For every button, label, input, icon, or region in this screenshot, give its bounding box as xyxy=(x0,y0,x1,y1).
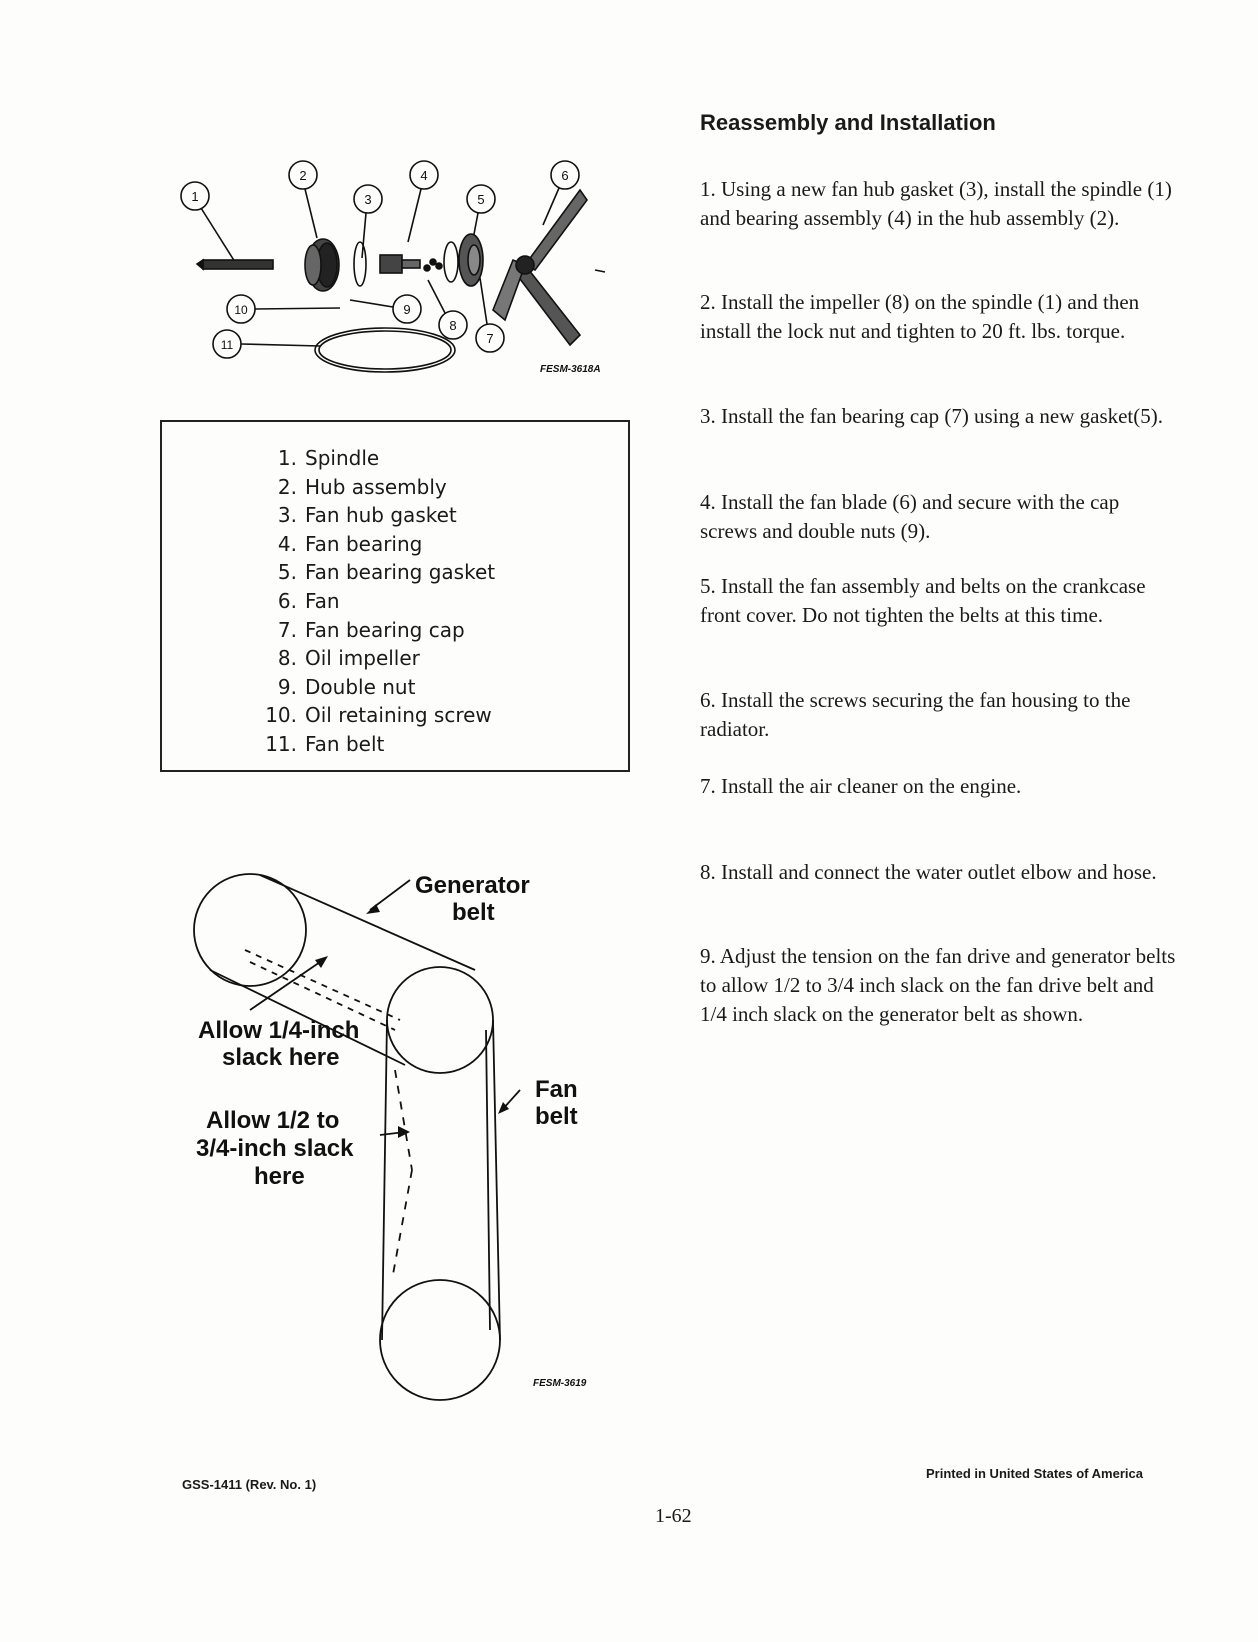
callout-1 xyxy=(181,182,235,262)
svg-text:10: 10 xyxy=(234,303,248,317)
callout-8 xyxy=(428,280,467,339)
step-8: 8. Install and connect the water outlet elbow and hose. xyxy=(700,860,1157,884)
legend-item: 8. Oil impeller xyxy=(277,646,420,671)
step-2: 2. Install the impeller (8) on the spindle (1) and then install the lock nut and tighten to 20 ft. lbs. torque. xyxy=(700,290,1140,343)
svg-text:6: 6 xyxy=(561,168,569,183)
section-title: Reassembly and Installation xyxy=(700,110,996,135)
legend-item: 7. Fan bearing cap xyxy=(277,617,465,642)
svg-text:11: 11 xyxy=(220,338,234,352)
step-5: 5. Install the fan assembly and belts on the crankcase front cover. Do not tighten the belts at this time. xyxy=(700,574,1146,627)
fan-belt-label-line1: Fan xyxy=(535,1076,578,1103)
fan-belt-label-line2: belt xyxy=(535,1103,578,1130)
spindle-part xyxy=(197,260,273,269)
figure-id: FESM-3618A xyxy=(540,364,601,375)
legend-item: 5. Fan bearing gasket xyxy=(277,560,496,585)
legend-item: 3. Fan hub gasket xyxy=(277,503,457,528)
svg-text:8: 8 xyxy=(449,318,457,333)
step-6: 6. Install the screws securing the fan housing to the radiator. xyxy=(700,688,1131,741)
quarter-slack-label-line1: Allow 1/4-inch xyxy=(198,1017,360,1044)
page-number: 1-62 xyxy=(655,1505,692,1527)
legend-item: 10. Oil retaining screw xyxy=(265,703,492,728)
callout-11 xyxy=(213,330,320,358)
impeller-part xyxy=(424,259,442,271)
fan-bearing-part xyxy=(380,255,420,273)
hub-gasket-part xyxy=(354,242,366,286)
callout-4 xyxy=(408,161,438,242)
hub-assembly-part xyxy=(305,239,339,291)
document-number: GSS-1411 (Rev. No. 1) xyxy=(182,1477,317,1492)
half-slack-label-line2: 3/4-inch slack xyxy=(196,1135,354,1162)
step-3: 3. Install the fan bearing cap (7) using a new gasket(5). xyxy=(700,404,1164,428)
svg-text:7: 7 xyxy=(486,331,494,346)
callout-10 xyxy=(227,295,340,323)
fan-belt xyxy=(382,1020,500,1340)
fan-exploded-diagram xyxy=(175,150,630,395)
svg-text:5: 5 xyxy=(477,192,485,207)
fan-blade-part xyxy=(493,190,605,345)
generator-belt-label-line2: belt xyxy=(452,899,495,926)
step-9: 9. Adjust the tension on the fan drive and generator belts to allow 1/2 to 3/4 inch slack on the fan drive belt and 1/4 inch slack on the generator belt as shown. xyxy=(700,944,1176,1026)
legend-item: 1. Spindle xyxy=(277,446,380,470)
generator-belt-label-line1: Generator xyxy=(415,872,530,899)
figure-id: FESM-3619 xyxy=(533,1378,587,1389)
parts-legend-box xyxy=(160,420,630,772)
fan-pulley xyxy=(380,1280,500,1400)
crankshaft-pulley xyxy=(387,967,493,1073)
legend-item: 4. Fan bearing xyxy=(277,531,423,556)
parts-legend-list xyxy=(257,444,495,759)
fan-belt-part xyxy=(315,328,455,372)
callout-9 xyxy=(350,295,421,323)
callout-3 xyxy=(354,185,382,258)
legend-item: 6. Fan xyxy=(277,588,340,613)
bearing-cap-part xyxy=(444,234,483,286)
step-7: 7. Install the air cleaner on the engine. xyxy=(700,774,1022,798)
belt-tension-diagram xyxy=(190,870,640,1410)
half-slack-label-line1: Allow 1/2 to xyxy=(206,1107,340,1134)
quarter-slack-label-line2: slack here xyxy=(222,1044,340,1071)
callout-2 xyxy=(289,161,317,238)
svg-text:4: 4 xyxy=(420,168,428,183)
printed-in-notice: Printed in United States of America xyxy=(926,1466,1143,1481)
legend-item: 9. Double nut xyxy=(277,674,416,699)
svg-text:3: 3 xyxy=(364,192,372,207)
step-1: 1. Using a new fan hub gasket (3), install the spindle (1) and bearing assembly (4) in the hub assembly (2). xyxy=(700,177,1172,230)
legend-item: 11. Fan belt xyxy=(265,731,385,756)
svg-text:2: 2 xyxy=(299,168,307,183)
half-slack-label-line3: here xyxy=(254,1163,305,1190)
svg-text:9: 9 xyxy=(403,302,411,317)
svg-text:1: 1 xyxy=(191,189,199,204)
step-4: 4. Install the fan blade (6) and secure with the cap screws and double nuts (9). xyxy=(700,490,1120,543)
legend-item: 2. Hub assembly xyxy=(277,474,447,499)
